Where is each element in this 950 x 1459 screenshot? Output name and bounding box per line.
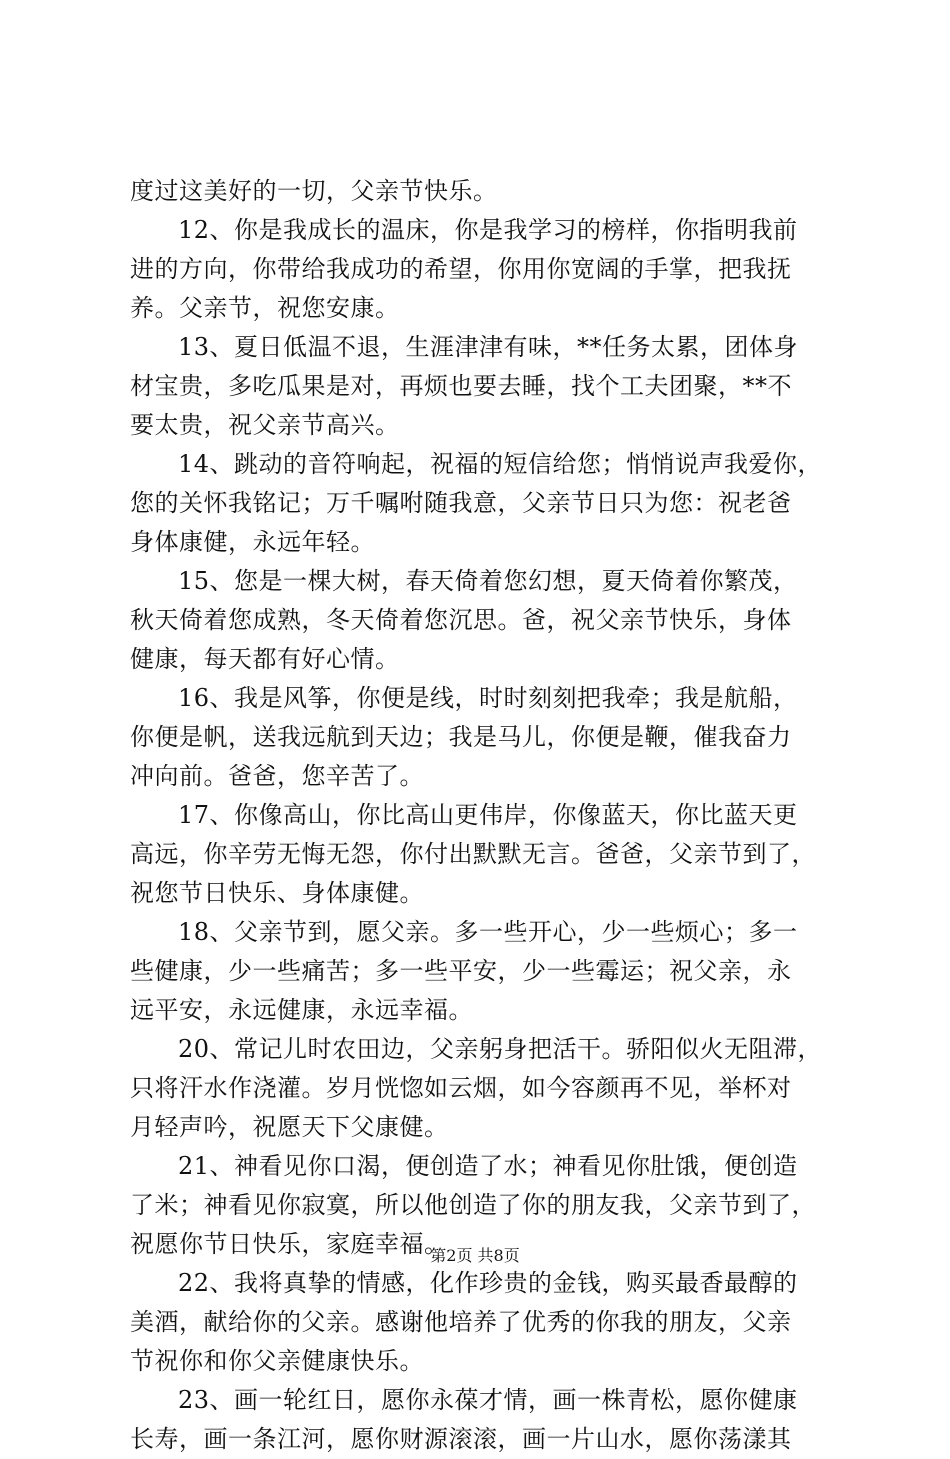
text-line: 健康，每天都有好心情。 (130, 645, 400, 673)
text-line: 祝愿你节日快乐，家庭幸福。 (130, 1230, 449, 1258)
text-line: 14、跳动的音符响起，祝福的短信给您；悄悄说声我爱你， (178, 450, 823, 478)
text-line: 18、父亲节到，愿父亲。多一些开心，少一些烦心；多一 (178, 918, 798, 946)
text-line: 13、夏日低温不退，生涯津津有味，**任务太累，团体身 (178, 333, 799, 361)
text-line: 21、神看见你口渴，便创造了水；神看见你肚饿，便创造 (178, 1152, 798, 1180)
text-line: 12、你是我成长的温床，你是我学习的榜样，你指明我前 (178, 216, 798, 244)
text-line: 节祝你和你父亲健康快乐。 (130, 1347, 424, 1375)
text-line: 秋天倚着您成熟，冬天倚着您沉思。爸，祝父亲节快乐，身体 (130, 606, 792, 634)
text-line: 长寿，画一条江河，愿你财源滚滚，画一片山水，愿你荡漾其 (130, 1425, 792, 1453)
text-line: 些健康，少一些痛苦；多一些平安，少一些霉运；祝父亲，永 (130, 957, 792, 985)
text-line: 22、我将真挚的情感，化作珍贵的金钱，购买最香最醇的 (178, 1269, 798, 1297)
text-line: 身体康健，永远年轻。 (130, 528, 375, 556)
page-footer: 第2页 共8页 (430, 1246, 520, 1265)
text-line: 高远，你辛劳无悔无怨，你付出默默无言。爸爸，父亲节到了， (130, 840, 816, 868)
text-line: 远平安，永远健康，永远幸福。 (130, 996, 473, 1024)
text-line: 度过这美好的一切，父亲节快乐。 (130, 177, 498, 205)
text-line: 月轻声吟，祝愿天下父康健。 (130, 1113, 449, 1141)
text-line: 美酒，献给你的父亲。感谢他培养了优秀的你我的朋友，父亲 (130, 1308, 792, 1336)
text-line: 您的关怀我铭记；万千嘱咐随我意，父亲节日只为您：祝老爸 (130, 489, 792, 517)
text-line: 20、常记儿时农田边，父亲躬身把活干。骄阳似火无阻滞， (178, 1035, 823, 1063)
text-line: 17、你像高山，你比高山更伟岸，你像蓝天，你比蓝天更 (178, 801, 798, 829)
text-line: 15、您是一棵大树，春天倚着您幻想，夏天倚着你繁茂， (178, 567, 798, 595)
text-line: 祝您节日快乐、身体康健。 (130, 879, 424, 907)
text-line: 23、画一轮红日，愿你永葆才情，画一株青松，愿你健康 (178, 1386, 798, 1414)
text-line: 你便是帆，送我远航到天边；我是马儿，你便是鞭，催我奋力 (130, 723, 792, 751)
text-line: 只将汗水作浇灌。岁月恍惚如云烟，如今容颜再不见，举杯对 (130, 1074, 792, 1102)
text-line: 材宝贵，多吃瓜果是对，再烦也要去睡，找个工夫团聚，**不 (130, 372, 792, 400)
text-line: 养。父亲节，祝您安康。 (130, 294, 400, 322)
text-line: 冲向前。爸爸，您辛苦了。 (130, 762, 424, 790)
text-line: 16、我是风筝，你便是线，时时刻刻把我牵；我是航船， (178, 684, 798, 712)
text-line: 要太贵，祝父亲节高兴。 (130, 411, 400, 439)
text-line: 进的方向，你带给我成功的希望，你用你宽阔的手掌，把我抚 (130, 255, 792, 283)
text-line: 了米；神看见你寂寞，所以他创造了你的朋友我，父亲节到了， (130, 1191, 816, 1219)
